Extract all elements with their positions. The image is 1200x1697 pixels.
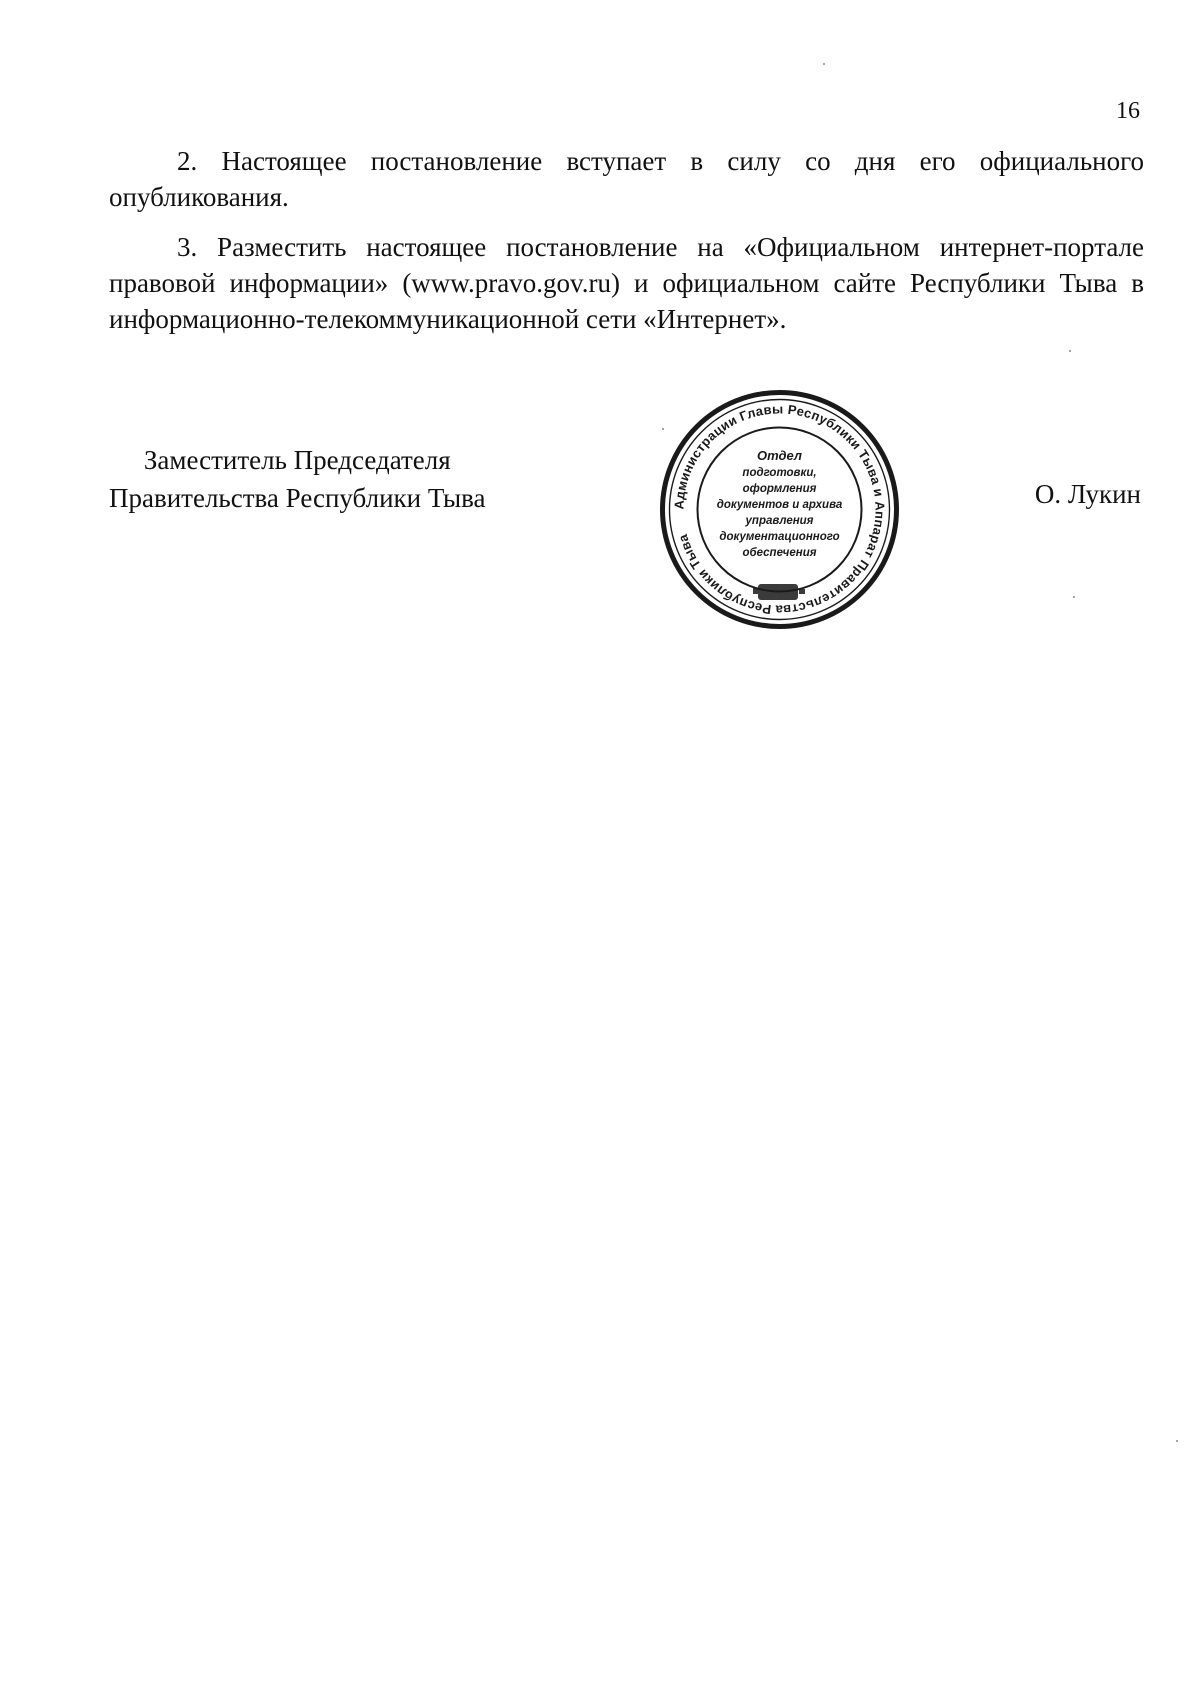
scan-speck <box>823 63 825 65</box>
page-number: 16 <box>1116 98 1140 124</box>
seal-emblem-smudge <box>753 584 805 600</box>
seal-inner-line-1: Отдел <box>756 448 803 463</box>
signer-position <box>109 441 486 517</box>
seal-inner-text <box>717 448 843 559</box>
seal-inner-line-3: оформления <box>742 483 817 495</box>
scan-speck <box>1176 1440 1178 1442</box>
seal-inner-line-5: управления <box>745 515 814 527</box>
seal-inner-line-6: документационного <box>719 531 840 543</box>
seal-inner-line-2: подготовки, <box>742 467 817 479</box>
signer-name: О. Лукин <box>1034 479 1141 509</box>
official-seal-stamp <box>658 388 901 631</box>
seal-inner-line-7: обеспечения <box>742 547 817 559</box>
signer-position-line-1: Заместитель Председателя <box>143 445 451 475</box>
seal-outer-text: Администрации Главы Республики Тыва и Аппарат Правительства Республики Тыва <box>671 401 888 618</box>
body-text <box>109 143 1144 337</box>
seal-graphic <box>658 388 901 631</box>
signer-position-line-2: Правительства Республики Тыва <box>109 483 486 513</box>
paragraph-effective-date: 2. Настоящее постановление вступает в силу со дня его официального опубликования. <box>109 146 1144 212</box>
scan-speck <box>1073 596 1075 598</box>
seal-inner-line-4: документов и архива <box>716 499 843 511</box>
paragraph-publication: 3. Разместить настоящее постановление на «Официальном интернет-портале правовой информации» (www.pravo.gov.ru) и официальном сайте Республики Тыва в информационно-телекоммуникационной сети «Интернет». <box>109 232 1144 334</box>
scan-speck <box>662 428 664 430</box>
scan-speck <box>1069 350 1071 352</box>
